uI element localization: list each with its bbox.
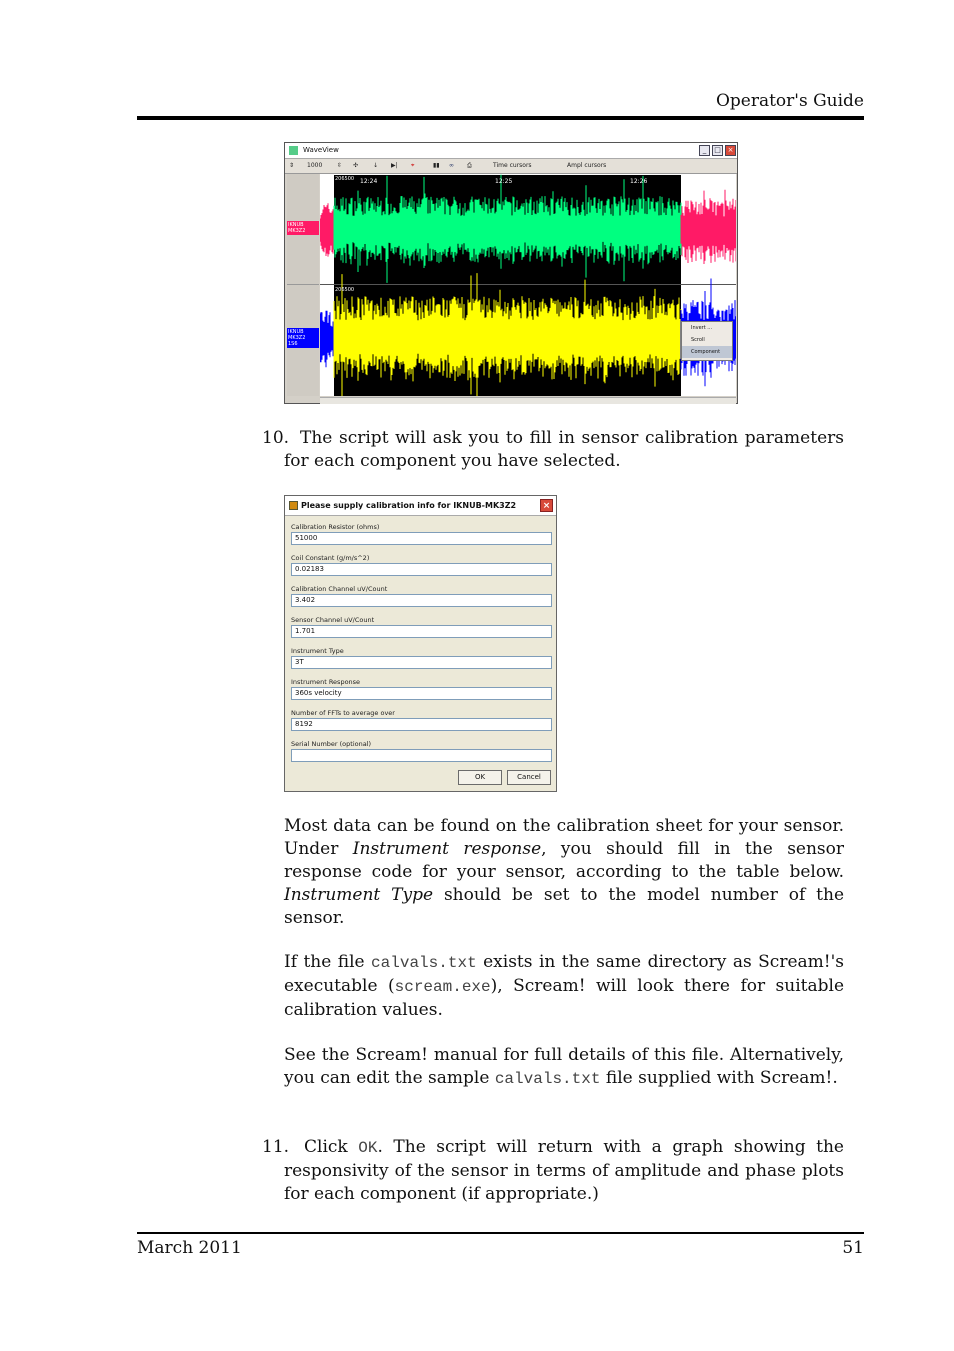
context-menu-item-scroll[interactable]: Scroll (691, 337, 705, 343)
para2-text-1: If the file (284, 952, 372, 972)
waveview-screenshot (284, 142, 738, 404)
sensor-channel-input[interactable]: 1.701 (291, 625, 552, 638)
ok-button[interactable]: OK (458, 770, 502, 785)
field-label-calibration-resistor: Calibration Resistor (ohms) (291, 523, 380, 531)
step-11-text (284, 1136, 844, 1206)
step11-text-2: . The script will return with a graph showing the responsivity of the sensor in terms of amplitude and phase plots for each component (if appropriate.) (284, 1137, 844, 1204)
para1-text-2: , you should fill in the sensor response code for your sensor, according to the table below. (284, 839, 845, 882)
trace-1-left (320, 203, 334, 256)
print-icon[interactable]: ⎙ (467, 162, 472, 169)
dialog-title: Please supply calibration info for IKNUB-MK3Z2 (301, 501, 517, 510)
instrument-response-input[interactable]: 360s velocity (291, 687, 552, 700)
time-mark-2: 12:25 (495, 178, 513, 185)
para1-emphasis-instrument-type: Instrument Type (284, 885, 434, 905)
para3-code-calvals: calvals.txt (494, 1070, 601, 1088)
header-title: Operator's Guide (715, 91, 864, 111)
close-icon[interactable]: × (725, 145, 736, 156)
vertical-scale-icon[interactable]: ⇳ (337, 162, 343, 169)
channel-label-1[interactable] (287, 221, 319, 235)
para3-text-1: See the Scream! manual for full details of this file. Alternatively, you can edit the sample (284, 1045, 844, 1088)
time-mark-3: 12:26 (630, 178, 648, 185)
track-1-tag: 206500 (335, 176, 355, 182)
serial-number-input[interactable] (291, 749, 552, 762)
channel-1-name: IKNUB (288, 222, 304, 228)
context-menu-item-invert[interactable]: Invert ... (691, 325, 713, 331)
channel-1-component: MK3Z2 (288, 228, 306, 234)
waveform-plot[interactable] (320, 174, 736, 396)
step-11-number: 11. (262, 1137, 290, 1157)
pause-icon[interactable]: ▮▮ (433, 162, 440, 169)
dialog-titlebar (285, 496, 556, 516)
para1-text-1: Most data can be found on the calibration sheet for your sensor. Under (284, 816, 844, 859)
channel-divider (287, 284, 319, 285)
context-menu (681, 321, 733, 361)
para1-text-3: should be set to the model number of the sensor. (284, 885, 844, 928)
channel-2-extra: 1S6 (288, 341, 298, 347)
waveview-app-icon (289, 146, 298, 155)
close-icon[interactable]: × (540, 499, 553, 512)
channel-2-component: MK3Z2 (288, 335, 306, 341)
field-label-number-of-ffts: Number of FFTs to average over (291, 709, 395, 717)
calibration-resistor-input[interactable]: 51000 (291, 532, 552, 545)
step-10-number: 10. (262, 428, 290, 448)
waveview-toolbar (285, 159, 737, 174)
paragraph-calvals-file (284, 951, 844, 1022)
track-2-tag: 206500 (335, 287, 355, 293)
filter-icon[interactable]: ⌖ (411, 162, 415, 169)
maximize-icon[interactable]: □ (712, 145, 723, 156)
arrows-icon[interactable]: ⇕ (289, 162, 295, 169)
play-icon[interactable]: ▶| (391, 162, 398, 169)
zoom-value[interactable]: 1000 (307, 162, 323, 169)
waveview-title: WaveView (303, 146, 339, 154)
channel-label-2[interactable] (287, 328, 319, 348)
field-label-calibration-channel: Calibration Channel uV/Count (291, 585, 388, 593)
header-rule (137, 116, 864, 120)
channel-2-name: IKNUB (288, 329, 304, 335)
footer-date: March 2011 (137, 1238, 242, 1258)
amplitude-cursors-label[interactable]: Ampl cursors (567, 162, 607, 169)
time-mark-1: 12:24 (360, 178, 378, 185)
footer-page-number: 51 (842, 1238, 864, 1258)
cancel-button[interactable]: Cancel (507, 770, 551, 785)
para2-code-calvals: calvals.txt (371, 954, 477, 972)
step11-text-1: Click (304, 1137, 359, 1157)
trace-2-left (320, 311, 334, 368)
calibration-dialog (284, 495, 557, 792)
channel-label-column (287, 174, 319, 396)
step-icon[interactable]: ↓ (373, 162, 379, 169)
field-label-serial-number: Serial Number (optional) (291, 740, 372, 748)
calibration-channel-input[interactable]: 3.402 (291, 594, 552, 607)
para2-code-scream-exe: scream.exe (394, 978, 491, 996)
paragraph-see-manual (284, 1044, 844, 1091)
instrument-type-input[interactable]: 3T (291, 656, 552, 669)
field-label-coil-constant: Coil Constant (g/m/s^2) (291, 554, 370, 562)
number-of-ffts-input[interactable]: 8192 (291, 718, 552, 731)
field-label-instrument-type: Instrument Type (291, 647, 344, 655)
time-cursors-label[interactable]: Time cursors (493, 162, 532, 169)
shift-icon[interactable]: ✣ (353, 162, 359, 169)
waveview-titlebar (285, 143, 737, 159)
glasses-icon[interactable]: ∞ (449, 162, 454, 169)
coil-constant-input[interactable]: 0.02183 (291, 563, 552, 576)
step-10-text: The script will ask you to fill in sensor calibration parameters for each component you have selected. (284, 428, 844, 471)
para3-text-2: file supplied with Scream!. (600, 1068, 838, 1088)
context-menu-item-component[interactable]: Component (682, 346, 732, 358)
minimize-icon[interactable]: _ (699, 145, 710, 156)
footer-rule (137, 1232, 864, 1234)
horizontal-scrollbar[interactable] (320, 397, 736, 404)
paragraph-calibration-sheet (284, 815, 844, 930)
step11-code-ok: OK (358, 1139, 378, 1157)
para2-text-3: ), Scream! will look there for suitable calibration values. (284, 976, 845, 1020)
para1-emphasis-instrument-response: Instrument response (352, 839, 542, 859)
matlab-icon (289, 501, 298, 510)
trace-1-right (681, 190, 736, 264)
field-label-sensor-channel: Sensor Channel uV/Count (291, 616, 375, 624)
para2-text-2: exists in the same directory as Scream!'s executable ( (284, 952, 844, 996)
field-label-instrument-response: Instrument Response (291, 678, 361, 686)
